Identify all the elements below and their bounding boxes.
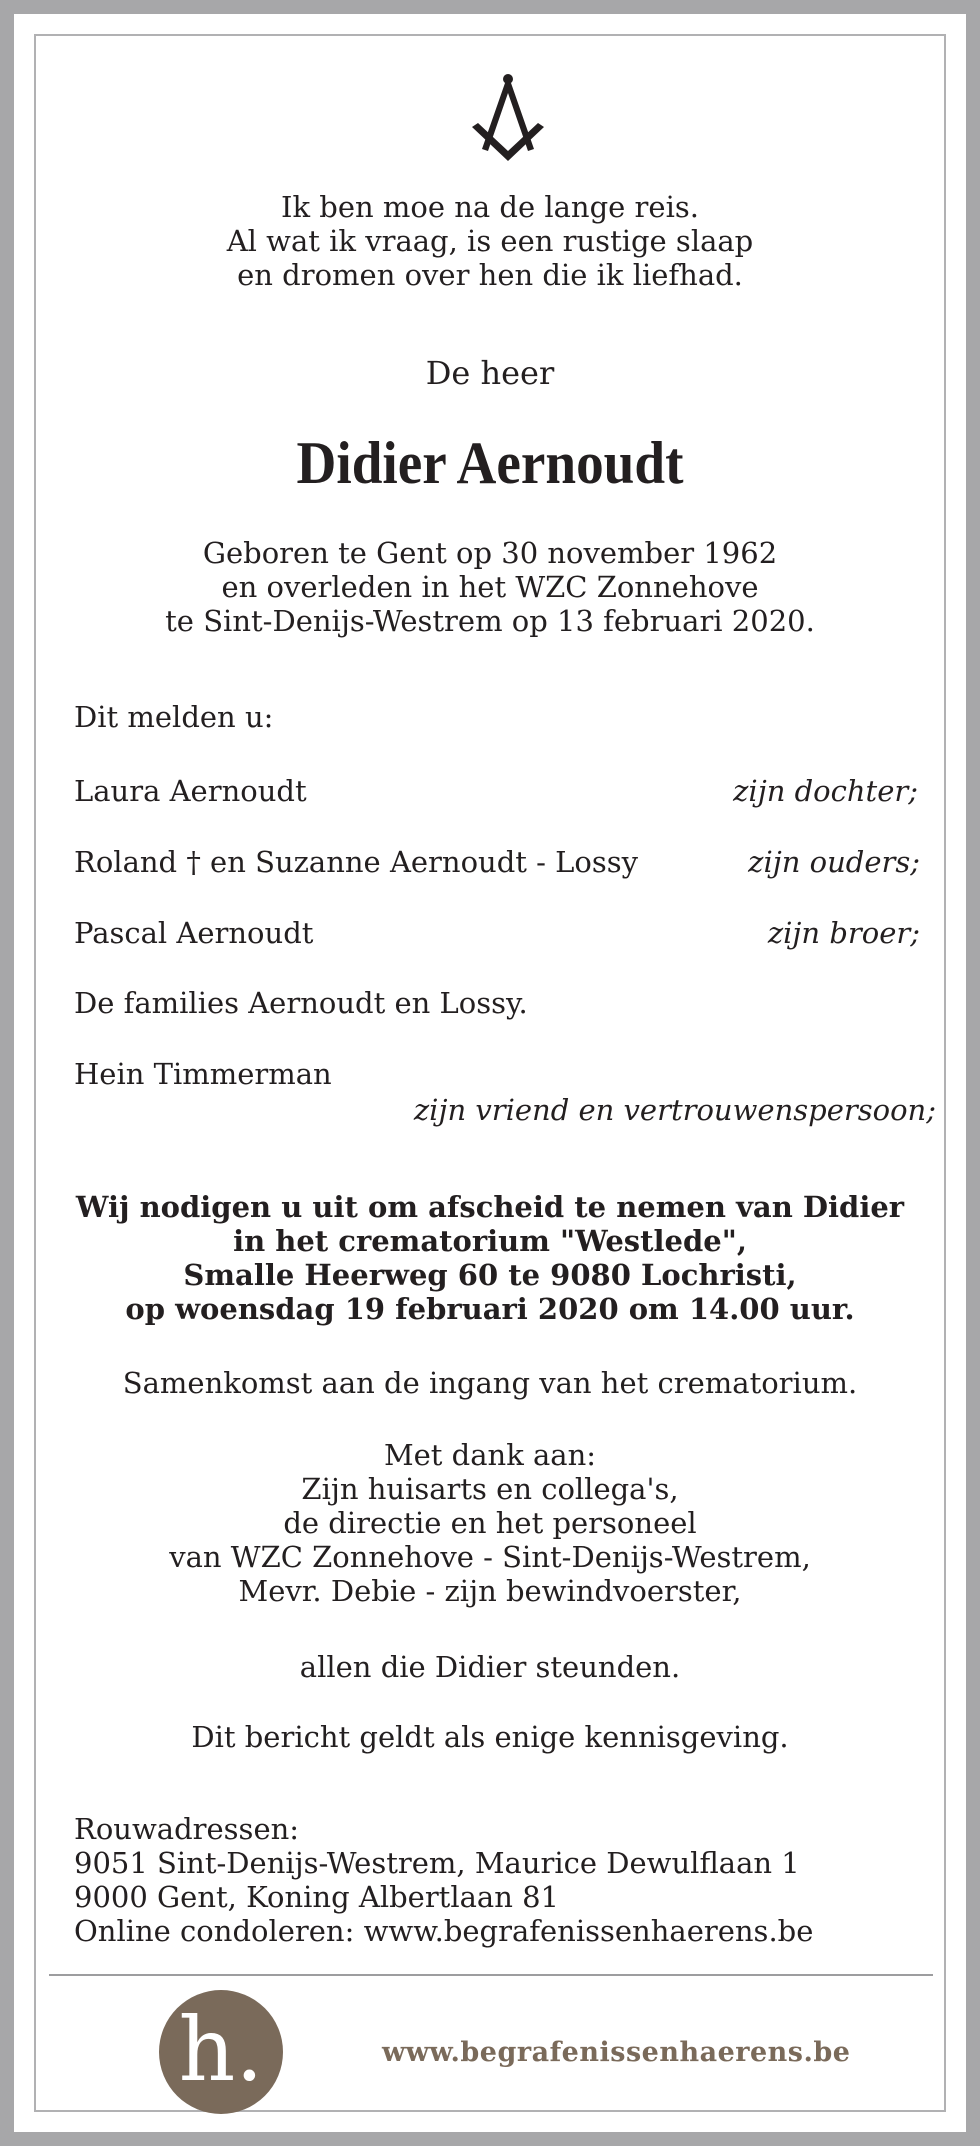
thanks-line: van WZC Zonnehove - Sint-Denijs-Westrem, <box>169 1540 811 1574</box>
verse <box>36 190 944 292</box>
info-line: en overleden in het WZC Zonnehove <box>221 570 759 604</box>
divider <box>49 1974 933 1976</box>
thanks-line: Mevr. Debie - zijn bewindvoerster, <box>238 1574 742 1608</box>
announcement-intro: Dit melden u: <box>74 700 274 734</box>
thanks-line: de directie en het personeel <box>283 1506 697 1540</box>
address-line: Online condoleren: www.begrafenissenhaerens.be <box>74 1914 814 1948</box>
family-member-name: Pascal Aernoudt <box>74 916 314 950</box>
family-member-name: Laura Aernoudt <box>74 774 307 808</box>
verse-line: Al wat ik vraag, is een rustige slaap <box>226 224 754 258</box>
family-relation: zijn dochter; <box>733 774 918 808</box>
family-member-name: Roland † en Suzanne Aernoudt - Lossy <box>74 845 639 879</box>
birth-death-info <box>36 536 944 638</box>
honorific: De heer <box>425 354 555 392</box>
supporters-line: allen die Didier steunden. <box>299 1650 681 1684</box>
verse-line: en dromen over hen die ik liefhad. <box>237 258 743 292</box>
address-line: 9051 Sint-Denijs-Westrem, Maurice Dewulflaan 1 <box>74 1846 800 1880</box>
invitation-line: op woensdag 19 februari 2020 om 14.00 uur. <box>125 1292 855 1326</box>
address-line: Rouwadressen: <box>74 1812 300 1846</box>
family-member-name: Hein Timmerman <box>74 1057 332 1091</box>
website-link[interactable]: www.begrafenissenhaerens.be <box>382 2037 851 2068</box>
obituary-card <box>14 14 966 2132</box>
invitation-line: Smalle Heerweg 60 te 9080 Lochristi, <box>183 1258 797 1292</box>
funeral-home-logo: h. <box>159 1990 283 2114</box>
thanks-line: Met dank aan: <box>383 1438 597 1472</box>
square-and-compasses-icon <box>468 71 548 161</box>
invitation-line: Wij nodigen u uit om afscheid te nemen van Didier <box>75 1190 905 1224</box>
invitation-line: in het crematorium "Westlede", <box>233 1224 747 1258</box>
gathering-note: Samenkomst aan de ingang van het crematorium. <box>122 1366 858 1400</box>
deceased-name: Didier Aernoudt <box>296 430 684 496</box>
address-line: 9000 Gent, Koning Albertlaan 81 <box>74 1880 559 1914</box>
family-relation: zijn vriend en vertrouwenspersoon; <box>413 1093 936 1127</box>
info-line: Geboren te Gent op 30 november 1962 <box>202 536 778 570</box>
card-frame <box>34 34 946 2112</box>
thanks-section <box>36 1438 944 1608</box>
verse-line: Ik ben moe na de lange reis. <box>281 190 699 224</box>
notice-line: Dit bericht geldt als enige kennisgeving. <box>191 1720 789 1754</box>
thanks-line: Zijn huisarts en collega's, <box>301 1472 679 1506</box>
family-relation: zijn broer; <box>767 916 920 950</box>
family-relation: zijn ouders; <box>748 845 920 879</box>
farewell-invitation <box>36 1190 944 1326</box>
family-member-name: De families Aernoudt en Lossy. <box>74 986 528 1020</box>
addresses <box>74 1812 813 1948</box>
info-line: te Sint-Denijs-Westrem op 13 februari 2020. <box>165 604 815 638</box>
